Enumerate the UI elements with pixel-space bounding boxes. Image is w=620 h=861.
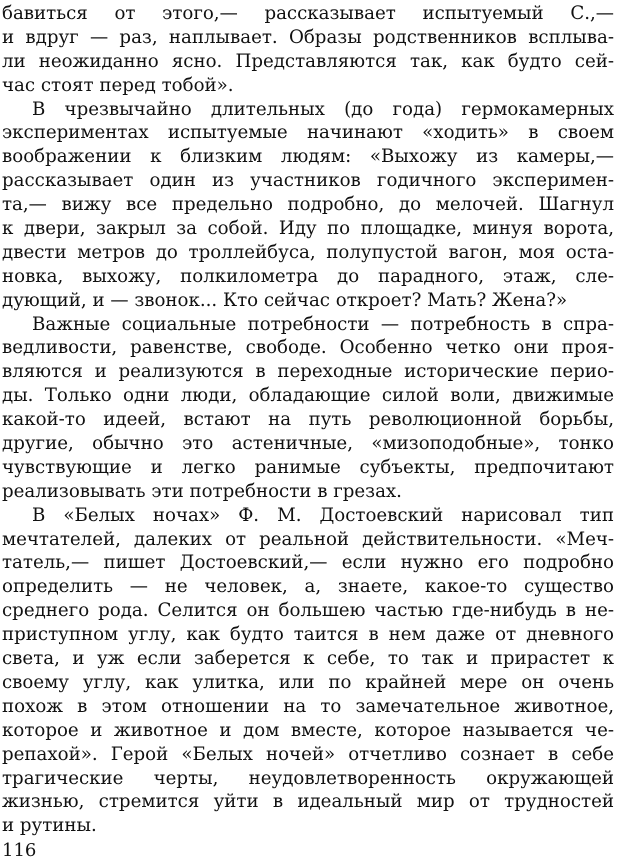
text-line: репахой». Герой «Белых ночей» отчетливо сознает в себе bbox=[2, 743, 614, 765]
text-line: татель,— пишет Достоевский,— если нужно его подробно bbox=[2, 552, 614, 574]
paragraph bbox=[2, 2, 614, 98]
text-line: Важные социальные потребности — потребность в спра- bbox=[32, 313, 614, 335]
text-line: новка, выхожу, полкилометра до парадного, этаж, сле- bbox=[2, 265, 614, 287]
text-line: своему углу, как улитка, или по крайней мере он очень bbox=[2, 671, 614, 693]
text-line: какой-то идеей, встают на путь революционной борьбы, bbox=[2, 409, 614, 431]
text-line: которое и животное и дом вместе, которое называется че- bbox=[2, 719, 614, 741]
text-line: бавиться от этого,— рассказывает испытуемый С.,— bbox=[2, 3, 614, 24]
text-line: ведливости, равенстве, свободе. Особенно четко они проя- bbox=[2, 337, 614, 359]
paragraph bbox=[2, 98, 614, 313]
text-line: дующий, и — звонок... Кто сейчас откроет? Мать? Жена?» bbox=[2, 289, 568, 311]
text-line: похож в этом отношении на то замечательное животное, bbox=[2, 695, 614, 717]
text-line: другие, обычно это астеничные, «мизоподобные», тонко bbox=[2, 433, 614, 455]
text-line: двести метров до троллейбуса, полупустой вагон, моя оста- bbox=[2, 241, 614, 263]
text-line: В чрезвычайно длительных (до года) гермокамерных bbox=[32, 98, 614, 120]
text-line: час стоят перед тобой». bbox=[2, 74, 234, 96]
text-line: ды. Только одни люди, обладающие силой воли, движимые bbox=[2, 385, 614, 407]
text-line: мечтателей, далеких от реальной действительности. «Меч- bbox=[2, 528, 614, 550]
text-line: экспериментах испытуемые начинают «ходить» в своем bbox=[2, 122, 614, 144]
text-line: среднего рода. Селится он большею частью где-нибудь в не- bbox=[2, 600, 614, 622]
text-line: света, и уж если заберется к себе, то так и прирастет к bbox=[2, 648, 614, 670]
text-line: и рутины. bbox=[2, 815, 97, 837]
text-line: определить — не человек, а, знаете, какое-то существо bbox=[2, 576, 614, 598]
text-line: та,— вижу все предельно подробно, до мелочей. Шагнул bbox=[2, 194, 614, 216]
text-line: реализовывать эти потребности в грезах. bbox=[2, 480, 402, 502]
text-line: к двери, закрыл за собой. Иду по площадке, минуя ворота, bbox=[2, 218, 614, 240]
text-line: вляются и реализуются в переходные исторические перио- bbox=[2, 361, 614, 383]
body-text bbox=[2, 2, 614, 838]
text-line: чувствующие и легко ранимые субъекты, предпочитают bbox=[2, 456, 614, 478]
text-line: В «Белых ночах» Ф. М. Достоевский нарисовал тип bbox=[32, 504, 614, 526]
text-line: ли неожиданно ясно. Представляются так, как будто сей- bbox=[2, 50, 614, 72]
text-line: трагические черты, неудовлетворенность окружающей bbox=[2, 767, 614, 789]
text-line: и вдруг — раз, наплывает. Образы родственников всплыва- bbox=[2, 26, 614, 48]
text-line: приступном углу, как будто таится в нем даже от дневного bbox=[2, 624, 614, 646]
text-line: воображении к близким людям: «Выхожу из камеры,— bbox=[2, 146, 614, 168]
paragraph bbox=[2, 313, 614, 504]
paragraph bbox=[2, 504, 614, 838]
text-line: жизнью, стремится уйти в идеальный мир от трудностей bbox=[2, 791, 614, 813]
page-number: 116 bbox=[2, 840, 37, 861]
text-line: рассказывает один из участников годичного эксперимен- bbox=[2, 170, 614, 192]
